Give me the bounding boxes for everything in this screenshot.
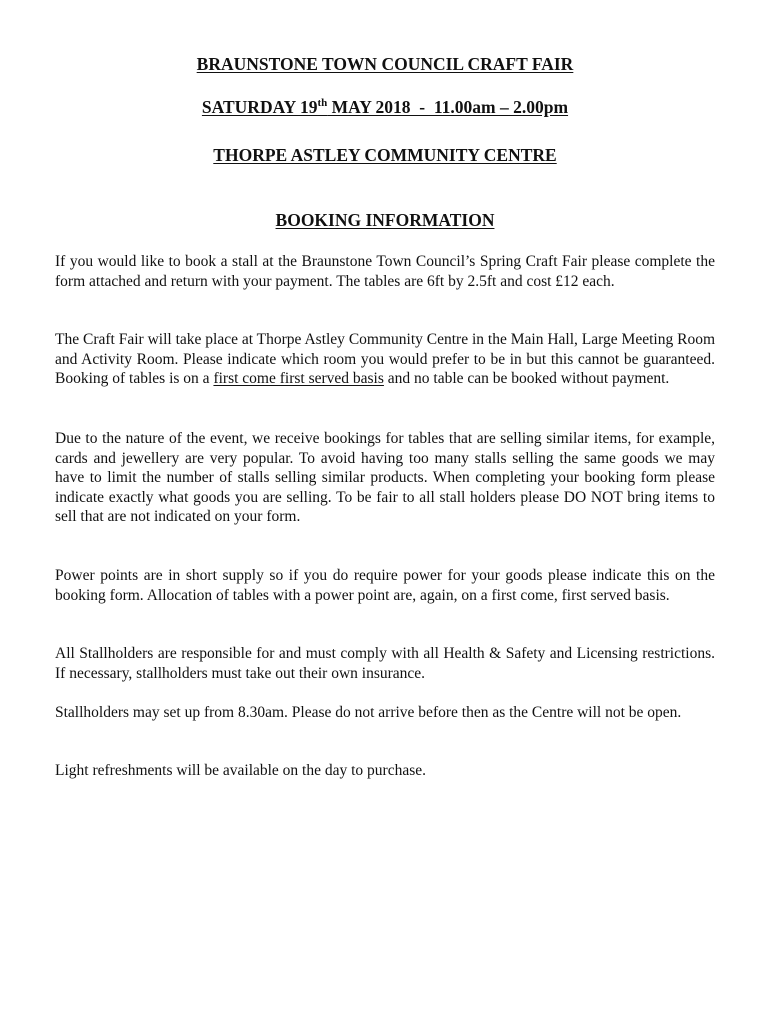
paragraph-booking-intro: If you would like to book a stall at the Braunstone Town Council’s Spring Craft Fair please complete the form attached and return with your payment. The tables are 6ft by 2.5ft and cost £12 each.	[55, 253, 715, 290]
section-title: BOOKING INFORMATION	[275, 210, 495, 230]
date-ordinal-suffix: th	[317, 97, 328, 109]
paragraph-venue-text-end: and no table can be booked without payment.	[383, 370, 670, 388]
paragraph-similar-items: Due to the nature of the event, we receive bookings for tables that are selling similar items, for example, cards and jewellery are very popular. To avoid having too many stalls selling the same goods we may have to limit the number of stalls selling similar products. When completing your booking form please indicate exactly what goods you are selling. To be fair to all stall holders please DO NOT bring items to sell that are not indicated on your form.	[55, 430, 715, 526]
paragraph-health-safety: All Stallholders are responsible for and must comply with all Health & Safety and Licensing restrictions. If necessary, stallholders must take out their own insurance.	[55, 645, 715, 682]
paragraph-refreshments: Light refreshments will be available on the day to purchase.	[55, 762, 427, 779]
first-come-first-served-underline: first come first served basis	[213, 370, 384, 388]
event-date-time	[0, 97, 770, 118]
event-venue: THORPE ASTLEY COMMUNITY CENTRE	[213, 145, 557, 165]
date-prefix: SATURDAY 19	[201, 97, 318, 117]
paragraph-venue-rooms	[55, 330, 715, 389]
date-rest: MAY 2018 - 11.00am – 2.00pm	[327, 97, 569, 117]
paragraph-venue-text-start: The Craft Fair will take place at Thorpe Astley Community Centre in the Main Hall, Large Meeting Room and Activity Room. Please indicate which room you would prefer to be in but this cannot be guaranteed. Booking of tables is on a	[55, 331, 715, 388]
paragraph-setup-time: Stallholders may set up from 8.30am. Please do not arrive before then as the Centre will not be open.	[55, 704, 682, 721]
document-title: BRAUNSTONE TOWN COUNCIL CRAFT FAIR	[196, 54, 574, 74]
paragraph-power-points: Power points are in short supply so if you do require power for your goods please indicate this on the booking form. Allocation of tables with a power point are, again, on a first come, first served basis.	[55, 567, 715, 604]
